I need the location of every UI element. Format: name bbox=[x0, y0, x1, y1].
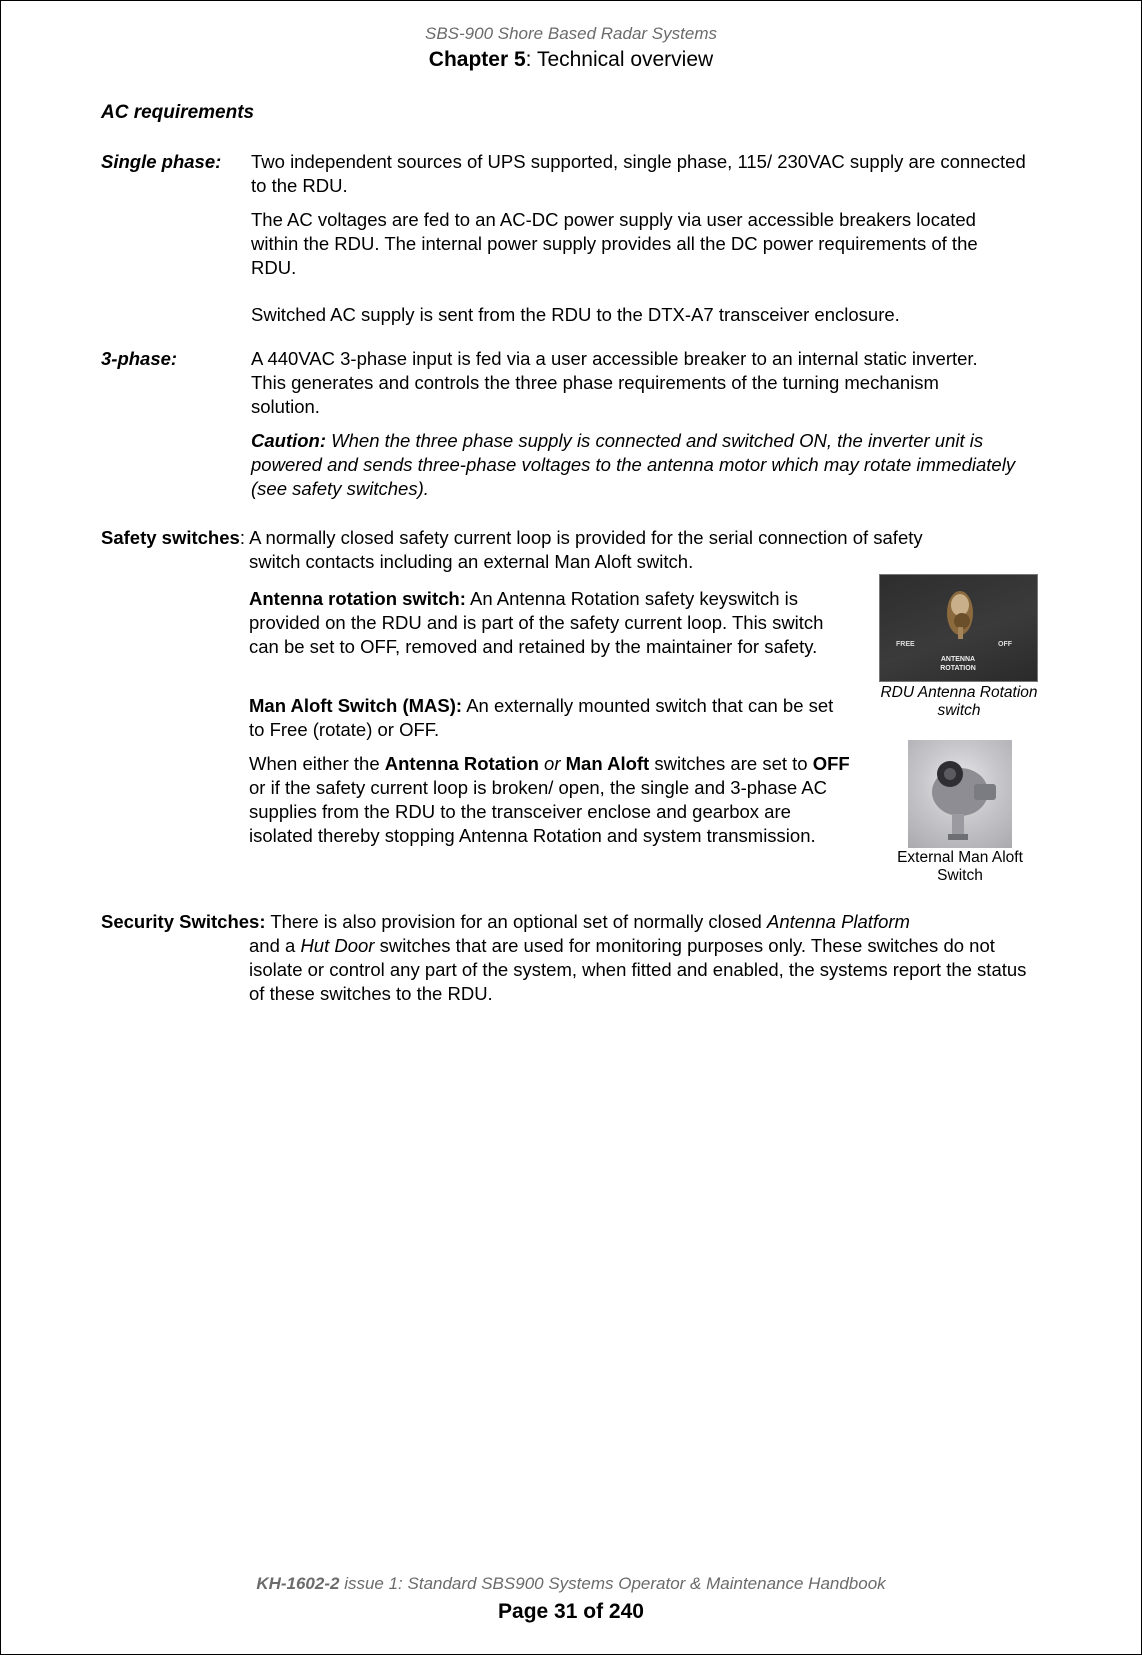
antenna-rotation-para: Antenna rotation switch: An Antenna Rotation safety keyswitch is provided on the RDU and is part of the safety current loop. This switch can be set to OFF, removed and retained by the maintainer for safety. bbox=[249, 588, 824, 657]
chapter-title: : Technical overview bbox=[525, 48, 714, 71]
section-heading-ac: AC requirements bbox=[101, 102, 255, 123]
single-phase-para-3: Switched AC supply is sent from the RDU to the DTX-A7 transceiver enclosure. bbox=[251, 304, 900, 325]
caution-note bbox=[251, 429, 1031, 501]
when-either-para: When either the Antenna Rotation or Man Aloft switches are set to OFF or if the safety current loop is broken/ open, the single and 3-phase AC supplies from the RDU to the transceiver enclose and gearbox are isolated thereby stopping Antenna Rotation and system transmission. bbox=[249, 753, 850, 846]
chapter-heading bbox=[0, 48, 1142, 72]
single-phase-label: Single phase: bbox=[101, 151, 222, 172]
man-aloft-switch-photo bbox=[908, 740, 1012, 848]
safety-switches-label: Safety switches bbox=[101, 527, 240, 548]
fig1-caption: RDU Antenna Rotation switch bbox=[880, 684, 1038, 719]
doc-id: KH-1602-2 bbox=[256, 1574, 340, 1593]
running-header: SBS-900 Shore Based Radar Systems bbox=[425, 24, 717, 43]
rdu-antenna-rotation-switch-photo bbox=[879, 574, 1038, 682]
antenna-rotation-label: Antenna rotation switch: bbox=[249, 588, 466, 609]
safety-switches-intro-2: switch contacts including an external Man Aloft switch. bbox=[249, 551, 694, 572]
single-phase-para-1: Two independent sources of UPS supported, single phase, 115/ 230VAC supply are connected to the RDU. bbox=[251, 151, 1026, 196]
man-aloft-label: Man Aloft Switch (MAS): bbox=[249, 695, 463, 716]
running-footer: KH-1602-2 issue 1: Standard SBS900 Systems Operator & Maintenance Handbook bbox=[256, 1574, 886, 1593]
single-phase-para-2: The AC voltages are fed to an AC-DC power supply via user accessible breakers located within the RDU. The internal power supply provides all the DC power requirements of the RDU. bbox=[251, 209, 978, 278]
security-switches-label: Security Switches: bbox=[101, 911, 266, 932]
security-switches-body: and a Hut Door switches that are used for monitoring purposes only. These switches do not isolate or control any part of the system, when fitted and enabled, the systems report the status of these switches to the RDU. bbox=[249, 935, 1027, 1004]
safety-switches-intro: Safety switches: A normally closed safety current loop is provided for the serial connection of safety bbox=[101, 527, 923, 548]
fig1-off-label: OFF bbox=[998, 641, 1012, 648]
man-aloft-switch-icon bbox=[908, 740, 1012, 848]
page-number: Page 31 of 240 bbox=[498, 1600, 644, 1623]
fig2-caption: External Man Aloft Switch bbox=[897, 849, 1023, 884]
man-aloft-para: Man Aloft Switch (MAS): An externally mounted switch that can be set to Free (rotate) or OFF. bbox=[249, 695, 834, 740]
chapter-label: Chapter 5 bbox=[428, 48, 526, 71]
three-phase-label: 3-phase: bbox=[101, 348, 178, 369]
three-phase-para: A 440VAC 3-phase input is fed via a user accessible breaker to an internal static inverter. This generates and controls the three phase requirements of the turning mechanism solution. bbox=[251, 348, 978, 417]
fig1-free-label: FREE bbox=[896, 641, 915, 648]
caution-text: When the three phase supply is connected and switched ON, the inverter unit is powered and sends three-phase voltages to the antenna motor which may rotate immediately (see safety switches). bbox=[251, 430, 1016, 499]
security-switches-line1: Security Switches: There is also provision for an optional set of normally closed Antenna Platform bbox=[101, 911, 910, 932]
caution-label: Caution: bbox=[251, 430, 327, 451]
fig1-rotation-label: ANTENNA ROTATION bbox=[940, 656, 976, 672]
